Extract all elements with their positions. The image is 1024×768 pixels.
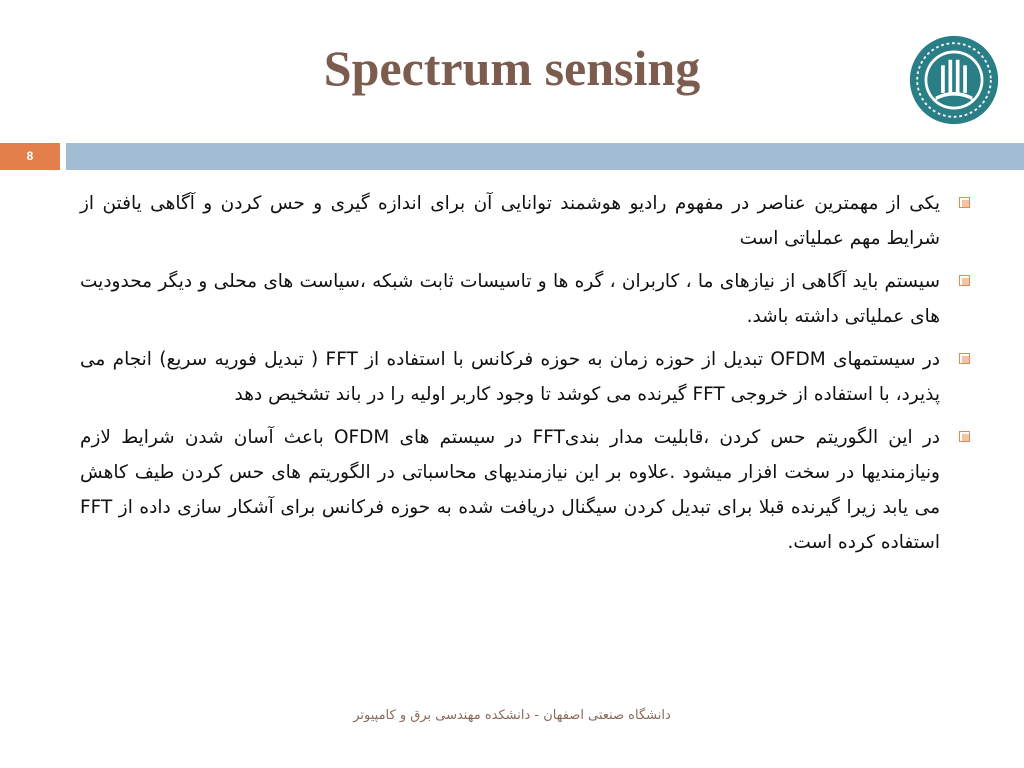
slide-title: Spectrum sensing xyxy=(323,40,701,96)
bullet-item xyxy=(80,420,970,560)
bullet-item xyxy=(80,264,970,334)
square-bullet-icon xyxy=(959,275,970,286)
bullet-text: یکی از مهمترین عناصر در مفهوم رادیو هوشمند توانایی آن برای اندازه گیری و حس کردن و آگاهی یافتن از شرایط مهم عملیاتی است xyxy=(80,193,940,249)
bullet-item xyxy=(80,342,970,412)
university-seal-icon xyxy=(908,34,1000,126)
header-bar xyxy=(66,143,1024,170)
bullet-text: در این الگوریتم حس کردن ،قابلیت مدار بندیFFT در سیستم های OFDM باعث آسان شدن شرایط لازم ونیازمندیها در سخت افزار میشود .علاوه بر این نیازمندیهای محاسباتی در الگوریتم های حس کردن طیف کاهش می یابد زیرا گیرنده قبلا برای تبدیل کردن سیگنال دریافت شده به حوزه فرکانس برای آشکار سازی داده از FFT استفاده کرده است. xyxy=(80,427,940,553)
bullet-item xyxy=(80,186,970,256)
bullet-list xyxy=(80,186,970,568)
bullet-text: سیستم باید آگاهی از نیازهای ما ، کاربران ، گره ها و تاسیسات ثابت شبکه ،سیاست های محلی و دیگر محدودیت های عملیاتی داشته باشد. xyxy=(80,271,940,327)
slide-number: 8 xyxy=(0,143,60,170)
square-bullet-icon xyxy=(959,197,970,208)
bullet-text: در سیستمهای OFDM تبدیل از حوزه زمان به حوزه فرکانس با استفاده از FFT ( تبدیل فوریه سریع) انجام می پذیرد، با استفاده از خروجی FFT گیرنده می کوشد تا وجود کاربر اولیه را در باند تشخیص دهد xyxy=(80,349,940,405)
slide-footer: دانشگاه صنعتی اصفهان - دانشکده مهندسی برق و کامپیوتر xyxy=(353,708,671,723)
square-bullet-icon xyxy=(959,353,970,364)
square-bullet-icon xyxy=(959,431,970,442)
